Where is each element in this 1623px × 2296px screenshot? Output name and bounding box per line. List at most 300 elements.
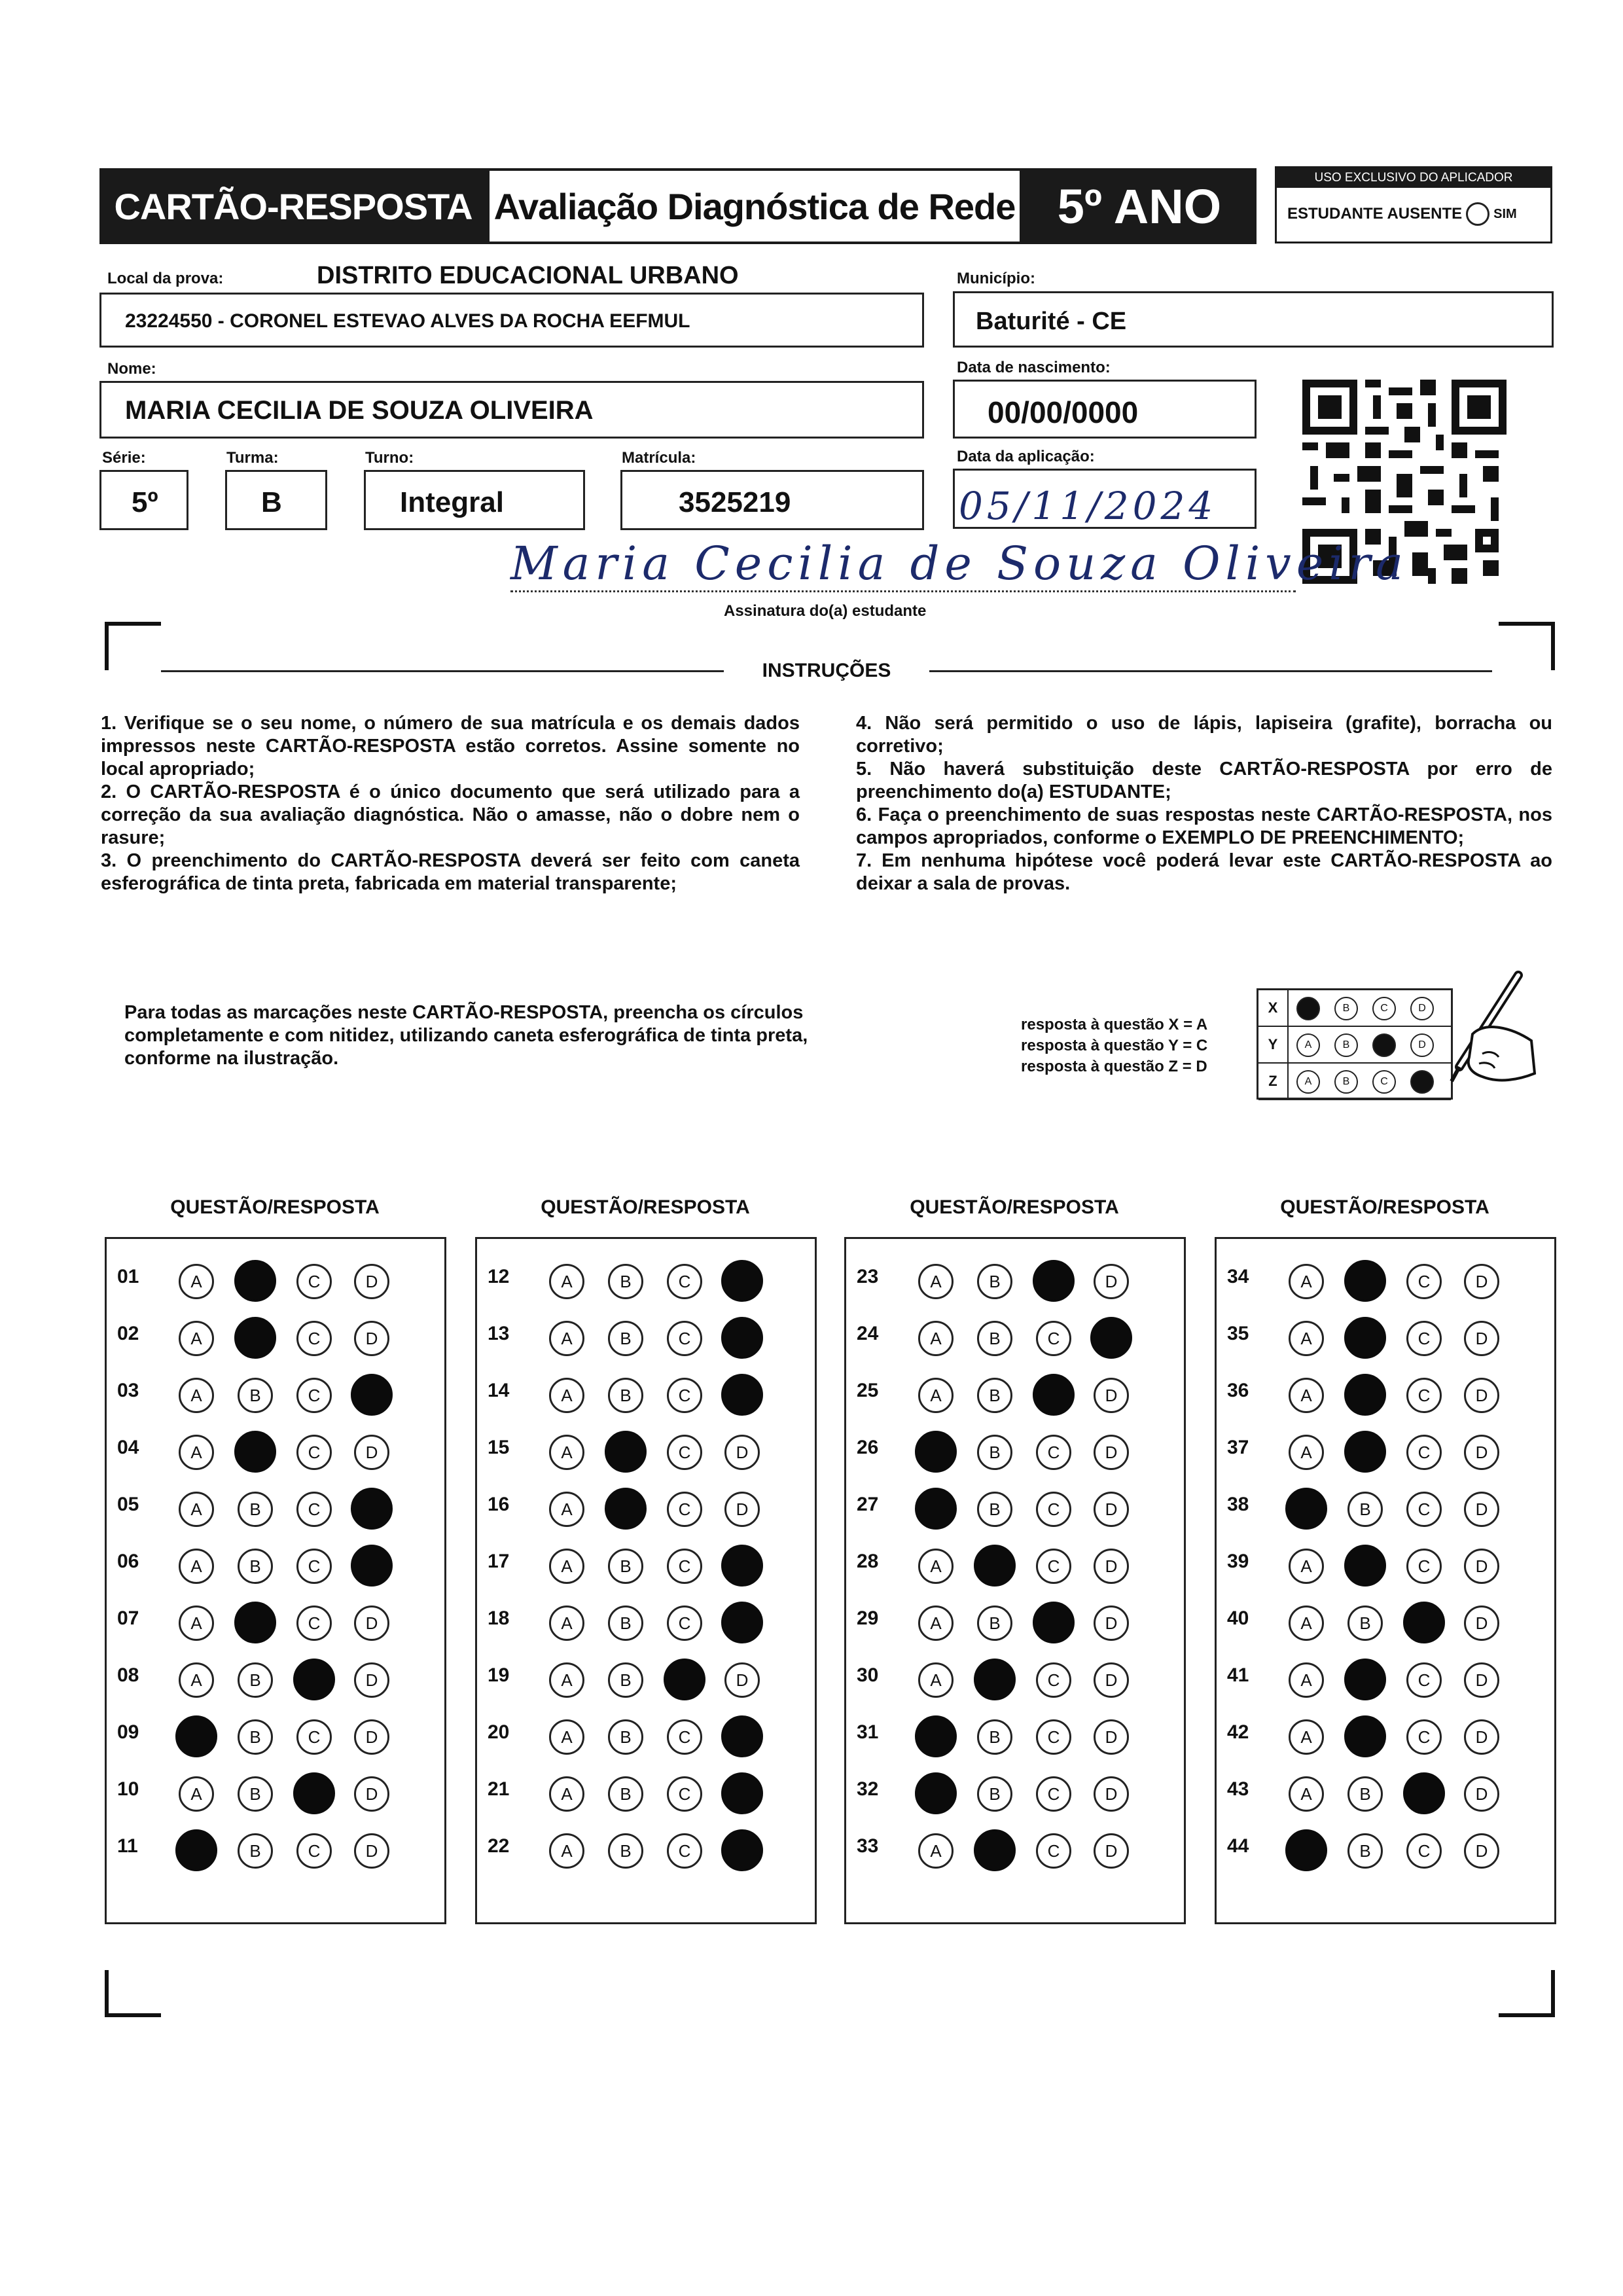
question-number: 43 [1227,1778,1249,1800]
answer-bubble-c[interactable] [1033,1602,1075,1643]
answer-bubble-c[interactable] [1403,1602,1445,1643]
answer-bubble-a[interactable] [179,1378,214,1413]
answer-bubble-d[interactable] [354,1833,389,1869]
bubble-letter: A [561,1613,573,1633]
answer-bubble-d[interactable] [1464,1492,1499,1527]
answer-bubble-b[interactable] [608,1378,643,1413]
answer-bubble-b[interactable] [1344,1715,1386,1757]
answer-bubble-a[interactable] [175,1715,217,1757]
answer-bubble-d[interactable] [1464,1549,1499,1584]
answer-bubble-c[interactable] [296,1492,332,1527]
nascimento-label: Data de nascimento: [957,359,1111,376]
answer-bubble-c[interactable] [1406,1662,1442,1698]
answer-bubble-a[interactable] [549,1435,584,1470]
matricula-field [620,470,924,530]
answer-bubble-c[interactable] [1406,1492,1442,1527]
answer-bubble-a[interactable] [1285,1829,1327,1871]
answer-bubble-b[interactable] [1344,1374,1386,1416]
question-number: 20 [488,1721,510,1743]
answer-bubble-b[interactable] [1347,1776,1383,1812]
answer-bubble-b[interactable] [977,1605,1012,1641]
answer-bubble-a[interactable] [1289,1321,1324,1356]
answer-bubble-b[interactable] [1347,1492,1383,1527]
question-row [846,1592,1184,1649]
matricula-value: 3525219 [679,486,791,518]
question-number: 14 [488,1380,510,1401]
answer-bubble-d[interactable] [1464,1321,1499,1356]
bubble-letter: D [1105,1442,1118,1462]
question-row [846,1479,1184,1535]
question-row [107,1592,444,1649]
answer-bubble-c[interactable] [296,1264,332,1299]
question-row [477,1251,815,1308]
bubble-letter: C [308,1499,321,1519]
answer-bubble-a[interactable] [1285,1488,1327,1530]
question-row [107,1479,444,1535]
answer-bubble-c[interactable] [667,1833,702,1869]
nome-field [99,381,924,439]
bubble-letter: B [989,1727,1001,1747]
question-number: 22 [488,1835,510,1857]
bubble-letter: D [1105,1784,1118,1804]
question-number: 33 [857,1835,879,1857]
answer-bubble-b[interactable] [977,1435,1012,1470]
answer-bubble-a[interactable] [179,1321,214,1356]
question-row [107,1649,444,1706]
question-number: 27 [857,1494,879,1515]
answer-bubble-d[interactable] [1094,1833,1129,1869]
question-row [846,1251,1184,1308]
instruction-item: 4. Não será permitido o uso de lápis, lapiseira (grafite), borracha ou corretivo; [856,713,1552,757]
bubble-letter: B [620,1556,632,1576]
aplicacao-field [953,469,1257,529]
bubble-letter: C [308,1271,321,1291]
answer-bubble-a[interactable] [179,1776,214,1812]
answer-bubble-c[interactable] [1036,1492,1071,1527]
answer-bubble-c[interactable] [1033,1374,1075,1416]
bubble-letter: A [1300,1556,1312,1576]
bubble-letter: A [190,1442,202,1462]
answer-bubble-d[interactable] [721,1715,763,1757]
absent-label: ESTUDANTE AUSENTE [1287,205,1463,223]
answer-bubble-c[interactable] [1033,1260,1075,1302]
answer-bubble-b[interactable] [608,1549,643,1584]
answer-bubble-c[interactable] [1406,1264,1442,1299]
answer-bubble-a[interactable] [915,1772,957,1814]
answer-bubble-c[interactable] [1036,1435,1071,1470]
answer-bubble-c[interactable] [1036,1776,1071,1812]
question-number: 29 [857,1607,879,1629]
question-row [477,1706,815,1763]
answer-bubble-a[interactable] [1289,1605,1324,1641]
answer-bubble-b[interactable] [238,1719,273,1755]
question-row [107,1365,444,1422]
question-row [107,1535,444,1592]
bubble-letter: A [561,1840,573,1861]
question-row [846,1422,1184,1479]
answer-bubble-b[interactable] [238,1662,273,1698]
serie-value: 5º [132,486,158,518]
answer-bubble-a[interactable] [918,1662,954,1698]
answer-bubble-d[interactable] [354,1719,389,1755]
answer-bubble-c[interactable] [293,1772,335,1814]
answer-bubble-a[interactable] [1289,1719,1324,1755]
answer-bubble-a[interactable] [179,1492,214,1527]
answer-bubble-a[interactable] [918,1549,954,1584]
answer-bubble-b[interactable] [1347,1833,1383,1869]
answer-bubble-d[interactable] [721,1829,763,1871]
question-row [846,1365,1184,1422]
answer-bubble-d[interactable] [351,1545,393,1587]
answer-bubble-d[interactable] [1464,1378,1499,1413]
corner-mark-tl-v [105,622,109,670]
question-row [846,1308,1184,1365]
answer-bubble-b[interactable] [608,1264,643,1299]
answer-bubble-a[interactable] [179,1435,214,1470]
bubble-letter: C [678,1556,691,1576]
question-row [477,1820,815,1877]
answer-bubble-c[interactable] [667,1776,702,1812]
answer-bubble-b[interactable] [238,1378,273,1413]
answer-bubble-d[interactable] [721,1317,763,1359]
question-number: 40 [1227,1607,1249,1629]
bubble-letter: B [249,1556,261,1576]
answer-bubble-d[interactable] [1464,1776,1499,1812]
answer-bubble-d[interactable] [1094,1549,1129,1584]
answer-bubble-d[interactable] [1094,1492,1129,1527]
answer-bubble-c[interactable] [667,1378,702,1413]
answer-bubble-b[interactable] [977,1776,1012,1812]
answer-bubble-c[interactable] [1036,1719,1071,1755]
answer-bubble-c[interactable] [296,1719,332,1755]
answer-bubble-b[interactable] [238,1833,273,1869]
answer-bubble-b[interactable] [608,1719,643,1755]
answer-bubble-c[interactable] [667,1435,702,1470]
example-bubble-d: D [1410,997,1434,1020]
answer-bubble-b[interactable] [974,1829,1016,1871]
question-row [1217,1820,1554,1877]
answer-bubble-c[interactable] [1406,1833,1442,1869]
answer-bubble-a[interactable] [549,1378,584,1413]
answer-bubble-d[interactable] [1464,1719,1499,1755]
bubble-letter: C [308,1385,321,1405]
answer-bubble-d[interactable] [721,1374,763,1416]
bubble-letter: D [1105,1840,1118,1861]
question-row [107,1422,444,1479]
answer-bubble-a[interactable] [549,1321,584,1356]
answer-bubble-d[interactable] [1090,1317,1132,1359]
answer-bubble-a[interactable] [549,1719,584,1755]
question-row [846,1649,1184,1706]
answer-bubble-b[interactable] [977,1719,1012,1755]
bubble-letter: C [308,1442,321,1462]
answer-bubble-d[interactable] [721,1260,763,1302]
question-row [477,1535,815,1592]
answer-bubble-a[interactable] [1289,1549,1324,1584]
answer-bubble-d[interactable] [1464,1662,1499,1698]
nascimento-field [953,380,1257,439]
bubble-letter: A [1300,1385,1312,1405]
bubble-letter: A [930,1613,942,1633]
question-row [1217,1592,1554,1649]
answer-bubble-c[interactable] [667,1549,702,1584]
answer-bubble-a[interactable] [179,1605,214,1641]
answer-bubble-a[interactable] [918,1264,954,1299]
instructions-rule-right [929,670,1492,672]
question-number: 08 [117,1664,139,1686]
answer-bubble-c[interactable] [1036,1833,1071,1869]
answer-bubble-c[interactable] [667,1264,702,1299]
turno-field [364,470,585,530]
answer-bubble-a[interactable] [1289,1264,1324,1299]
signature-line [510,590,1296,592]
question-row [477,1365,815,1422]
answer-bubble-b[interactable] [238,1776,273,1812]
question-row [1217,1251,1554,1308]
answer-bubble-d[interactable] [721,1772,763,1814]
answer-bubble-c[interactable] [296,1378,332,1413]
bubble-letter: B [249,1670,261,1690]
bubble-letter: D [1475,1670,1488,1690]
answer-bubble-a[interactable] [918,1321,954,1356]
answer-bubble-d[interactable] [1464,1264,1499,1299]
answer-bubble-d[interactable] [354,1435,389,1470]
pen-hand-icon [1420,969,1538,1100]
answer-bubble-c[interactable] [1036,1321,1071,1356]
answer-bubble-a[interactable] [915,1715,957,1757]
answer-bubble-b[interactable] [238,1549,273,1584]
answer-bubble-a[interactable] [918,1378,954,1413]
bubble-letter: D [365,1727,378,1747]
answer-bubble-d[interactable] [721,1545,763,1587]
answer-bubble-a[interactable] [179,1264,214,1299]
question-number: 31 [857,1721,879,1743]
answer-bubble-a[interactable] [179,1662,214,1698]
answer-bubble-b[interactable] [234,1260,276,1302]
answer-bubble-b[interactable] [1344,1317,1386,1359]
answer-bubble-c[interactable] [1406,1719,1442,1755]
bubble-letter: A [190,1328,202,1348]
corner-mark-br [1499,2013,1555,2017]
answer-bubble-c[interactable] [667,1492,702,1527]
answer-bubble-d[interactable] [1464,1435,1499,1470]
answer-bubble-a[interactable] [549,1833,584,1869]
bubble-letter: C [1047,1784,1060,1804]
bubble-letter: A [561,1727,573,1747]
corner-mark-tr-v [1551,622,1555,670]
question-number: 44 [1227,1835,1249,1857]
answer-bubble-c[interactable] [296,1435,332,1470]
bubble-letter: C [308,1727,321,1747]
answer-bubble-d[interactable] [721,1602,763,1643]
bubble-letter: D [1475,1613,1488,1633]
absent-checkbox[interactable] [1466,202,1489,226]
bubble-letter: A [1300,1442,1312,1462]
bubble-letter: C [1418,1556,1431,1576]
answer-bubble-c[interactable] [1406,1435,1442,1470]
turma-field [225,470,327,530]
question-number: 38 [1227,1494,1249,1515]
bubble-letter: A [1300,1727,1312,1747]
answer-bubble-a[interactable] [1289,1378,1324,1413]
answer-bubble-a[interactable] [915,1431,957,1473]
answer-bubble-b[interactable] [608,1776,643,1812]
answer-bubble-a[interactable] [1289,1776,1324,1812]
answer-bubble-a[interactable] [549,1492,584,1527]
answer-bubble-d[interactable] [1094,1776,1129,1812]
aplicador-box [1275,166,1552,243]
answer-bubble-b[interactable] [1344,1260,1386,1302]
answer-bubble-c[interactable] [667,1719,702,1755]
answer-bubble-b[interactable] [977,1264,1012,1299]
card-title: CARTÃO-RESPOSTA [99,168,487,244]
instructions-rule-left [161,670,724,672]
bubble-letter: B [620,1840,632,1861]
bubble-letter: A [561,1328,573,1348]
answer-bubble-d[interactable] [1094,1719,1129,1755]
question-row [1217,1308,1554,1365]
question-number: 09 [117,1721,139,1743]
answer-bubble-c[interactable] [664,1659,705,1700]
answer-bubble-b[interactable] [974,1659,1016,1700]
answer-bubble-b[interactable] [234,1317,276,1359]
answer-bubble-d[interactable] [354,1605,389,1641]
answer-bubble-b[interactable] [1344,1431,1386,1473]
answer-bubble-d[interactable] [354,1321,389,1356]
answer-bubble-b[interactable] [977,1321,1012,1356]
answer-bubble-c[interactable] [1406,1549,1442,1584]
bubble-letter: C [678,1442,691,1462]
question-number: 26 [857,1437,879,1458]
bubble-letter: C [1047,1499,1060,1519]
answer-bubble-b[interactable] [234,1431,276,1473]
answer-bubble-b[interactable] [1344,1545,1386,1587]
instruction-item: 2. O CARTÃO-RESPOSTA é o único documento que será utilizado para a correção da sua avaliação diagnóstica. Não o amasse, não o dobre nem o rasure; [101,781,800,848]
answer-bubble-d[interactable] [1464,1833,1499,1869]
bubble-letter: A [561,1556,573,1576]
answer-bubble-a[interactable] [915,1488,957,1530]
bubble-letter: D [365,1784,378,1804]
answer-bubble-a[interactable] [549,1549,584,1584]
absent-row [1287,202,1517,226]
question-number: 32 [857,1778,879,1800]
question-number: 03 [117,1380,139,1401]
answer-bubble-c[interactable] [1036,1549,1071,1584]
question-number: 30 [857,1664,879,1686]
answer-bubble-d[interactable] [1094,1378,1129,1413]
answer-bubble-d[interactable] [1094,1435,1129,1470]
answer-bubble-b[interactable] [605,1488,647,1530]
answer-bubble-b[interactable] [608,1833,643,1869]
answer-bubble-b[interactable] [1347,1605,1383,1641]
bubble-letter: A [930,1840,942,1861]
answer-bubble-c[interactable] [667,1605,702,1641]
answer-bubble-d[interactable] [354,1776,389,1812]
answer-bubble-a[interactable] [918,1833,954,1869]
answer-bubble-c[interactable] [1403,1772,1445,1814]
bubble-letter: D [1475,1840,1488,1861]
bubble-letter: B [620,1727,632,1747]
bubble-letter: C [678,1271,691,1291]
example-bubble-b: B [1334,997,1358,1020]
answer-bubble-a[interactable] [1289,1435,1324,1470]
answer-bubble-c[interactable] [296,1605,332,1641]
bubble-letter: A [930,1556,942,1576]
answer-bubble-c[interactable] [667,1321,702,1356]
answer-bubble-d[interactable] [1094,1264,1129,1299]
answer-bubble-b[interactable] [234,1602,276,1643]
answer-bubble-d[interactable] [351,1488,393,1530]
answer-bubble-a[interactable] [179,1549,214,1584]
instructions-title: INSTRUÇÕES [762,660,891,681]
answer-bubble-b[interactable] [608,1662,643,1698]
answer-bubble-c[interactable] [296,1321,332,1356]
bubble-letter: B [989,1613,1001,1633]
answer-bubble-b[interactable] [238,1492,273,1527]
bubble-letter: A [561,1442,573,1462]
question-column-title: QUESTÃO/RESPOSTA [541,1196,750,1218]
answer-bubble-d[interactable] [354,1264,389,1299]
example-bubble-d: D [1410,1033,1434,1057]
answer-bubble-b[interactable] [977,1378,1012,1413]
question-row [107,1820,444,1877]
instruction-item: 6. Faça o preenchimento de suas respostas neste CARTÃO-RESPOSTA, nos campos apropriados, conforme o EXEMPLO DE PREENCHIMENTO; [856,804,1552,848]
bubble-letter: C [678,1840,691,1861]
answer-bubble-c[interactable] [1036,1662,1071,1698]
answer-bubble-a[interactable] [549,1776,584,1812]
answer-bubble-c[interactable] [296,1549,332,1584]
answer-bubble-b[interactable] [1344,1659,1386,1700]
question-number: 37 [1227,1437,1249,1458]
question-row [477,1763,815,1820]
answer-bubble-d[interactable] [351,1374,393,1416]
question-row [1217,1365,1554,1422]
answer-bubble-a[interactable] [175,1829,217,1871]
answer-bubble-a[interactable] [918,1605,954,1641]
answer-bubble-b[interactable] [605,1431,647,1473]
answer-bubble-d[interactable] [724,1662,760,1698]
bubble-letter: B [1359,1499,1371,1519]
answer-bubble-b[interactable] [974,1545,1016,1587]
question-row [107,1308,444,1365]
answer-bubble-b[interactable] [608,1605,643,1641]
bubble-letter: B [1359,1840,1371,1861]
bubble-letter: B [620,1784,632,1804]
question-number: 42 [1227,1721,1249,1743]
answer-bubble-c[interactable] [293,1659,335,1700]
answer-bubble-b[interactable] [977,1492,1012,1527]
bubble-letter: A [1300,1328,1312,1348]
bubble-letter: D [1105,1271,1118,1291]
answer-bubble-a[interactable] [1289,1662,1324,1698]
answer-bubble-c[interactable] [1406,1378,1442,1413]
answer-bubble-a[interactable] [549,1605,584,1641]
answer-bubble-d[interactable] [724,1492,760,1527]
answer-bubble-c[interactable] [296,1833,332,1869]
answer-bubble-d[interactable] [354,1662,389,1698]
answer-bubble-d[interactable] [1094,1662,1129,1698]
answer-bubble-b[interactable] [608,1321,643,1356]
answer-bubble-a[interactable] [549,1662,584,1698]
answer-bubble-c[interactable] [1406,1321,1442,1356]
bubble-letter: D [1105,1670,1118,1690]
answer-bubble-a[interactable] [549,1264,584,1299]
answer-bubble-d[interactable] [1094,1605,1129,1641]
answer-bubble-d[interactable] [724,1435,760,1470]
example-bubble-b: B [1334,1033,1358,1057]
instruction-item: 3. O preenchimento do CARTÃO-RESPOSTA deverá ser feito com caneta esferográfica de tinta preta, fabricada em material transparente; [101,850,800,894]
answer-bubble-d[interactable] [1464,1605,1499,1641]
